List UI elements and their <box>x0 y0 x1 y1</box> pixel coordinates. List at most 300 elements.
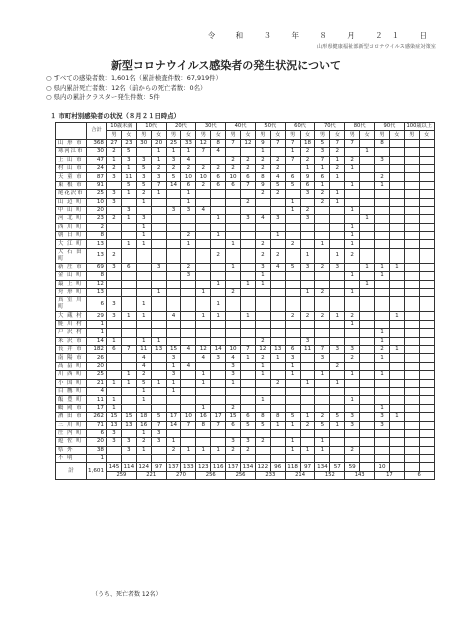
count-cell <box>300 240 315 248</box>
table-row <box>56 312 435 320</box>
count-cell: 6 <box>226 181 241 189</box>
count-cell <box>107 362 122 370</box>
count-cell: 5 <box>285 263 300 271</box>
count-cell: 1 <box>375 354 390 362</box>
count-cell <box>375 232 390 240</box>
count-cell <box>300 297 315 312</box>
count-cell <box>404 421 419 429</box>
count-cell <box>211 156 226 164</box>
count-cell <box>404 371 419 379</box>
count-cell <box>389 198 404 206</box>
count-cell <box>419 421 434 429</box>
count-cell <box>389 190 404 198</box>
count-cell <box>300 272 315 280</box>
count-cell <box>404 320 419 328</box>
count-cell <box>389 240 404 248</box>
age-subtotal-cell: 221 <box>136 472 166 480</box>
count-cell <box>211 438 226 446</box>
municipality-name: 鶴 岡 市 <box>56 404 87 412</box>
count-cell: 1 <box>181 446 196 454</box>
count-cell: 3 <box>121 446 136 454</box>
count-cell <box>419 329 434 337</box>
count-cell <box>285 248 300 263</box>
count-cell: 3 <box>107 312 122 320</box>
count-cell: 2 <box>345 156 360 164</box>
municipality-name: 新 庄 市 <box>56 263 87 271</box>
count-cell <box>211 329 226 337</box>
count-cell <box>166 190 181 198</box>
count-cell <box>419 337 434 345</box>
count-cell: 1 <box>196 446 211 454</box>
age-subtotal-cell: 256 <box>196 472 226 480</box>
count-cell: 1 <box>255 396 270 404</box>
count-cell <box>404 329 419 337</box>
municipality-name: 小 国 町 <box>56 379 87 387</box>
count-cell <box>315 232 330 240</box>
count-cell <box>404 280 419 288</box>
count-cell: 2 <box>315 263 330 271</box>
count-cell: 12 <box>255 345 270 353</box>
count-cell: 2 <box>226 404 241 412</box>
count-cell: 3 <box>107 297 122 312</box>
count-cell <box>360 387 375 395</box>
count-cell <box>404 173 419 181</box>
table-row <box>56 272 435 280</box>
count-cell: 1 <box>345 181 360 189</box>
count-cell: 2 <box>285 312 300 320</box>
count-cell <box>285 272 300 280</box>
count-cell <box>345 173 360 181</box>
count-cell: 14 <box>166 421 181 429</box>
count-cell: 6 <box>211 181 226 189</box>
count-cell: 2 <box>315 198 330 206</box>
count-cell <box>345 148 360 156</box>
total-label: 計 <box>56 463 87 480</box>
count-cell: 10 <box>196 173 211 181</box>
count-cell: 1 <box>285 362 300 370</box>
row-total: 6 <box>87 297 107 312</box>
count-cell <box>226 396 241 404</box>
header-sex-male: 男 <box>226 131 241 139</box>
count-cell <box>419 396 434 404</box>
count-cell <box>285 232 300 240</box>
count-cell: 1 <box>255 148 270 156</box>
count-cell <box>330 404 345 412</box>
count-cell: 7 <box>285 139 300 147</box>
count-cell: 1 <box>107 404 122 412</box>
table-row <box>56 263 435 271</box>
municipality-name: 上 山 市 <box>56 156 87 164</box>
count-cell <box>419 345 434 353</box>
count-cell <box>181 329 196 337</box>
count-cell: 3 <box>255 263 270 271</box>
count-cell <box>345 362 360 370</box>
count-cell <box>389 272 404 280</box>
municipality-name: 白 鷹 町 <box>56 387 87 395</box>
table-row <box>56 232 435 240</box>
count-cell <box>419 156 434 164</box>
count-cell <box>196 248 211 263</box>
count-cell: 7 <box>121 345 136 353</box>
count-cell <box>404 215 419 223</box>
count-cell: 3 <box>166 371 181 379</box>
count-cell: 25 <box>166 139 181 147</box>
count-cell <box>241 297 256 312</box>
count-cell: 2 <box>255 156 270 164</box>
count-cell <box>345 429 360 437</box>
count-cell <box>255 446 270 454</box>
count-cell <box>151 297 166 312</box>
municipality-name: 遊 佐 町 <box>56 438 87 446</box>
count-cell <box>226 429 241 437</box>
count-cell <box>270 387 285 395</box>
count-cell <box>241 248 256 263</box>
count-cell <box>211 337 226 345</box>
count-cell <box>389 446 404 454</box>
count-cell <box>285 455 300 463</box>
count-cell: 1 <box>166 148 181 156</box>
count-cell <box>315 429 330 437</box>
header-sex-male: 男 <box>375 131 390 139</box>
count-cell <box>389 438 404 446</box>
count-cell <box>121 297 136 312</box>
row-total: 69 <box>87 263 107 271</box>
count-cell <box>241 362 256 370</box>
total-cell: 137 <box>166 463 181 472</box>
count-cell <box>226 206 241 214</box>
row-total: 368 <box>87 139 107 147</box>
count-cell <box>255 379 270 387</box>
count-cell <box>211 240 226 248</box>
count-cell <box>419 190 434 198</box>
count-cell: 6 <box>241 173 256 181</box>
count-cell <box>285 329 300 337</box>
header-total: 合計 <box>87 123 107 140</box>
header-sex-female: 女 <box>181 131 196 139</box>
row-total: 182 <box>87 345 107 353</box>
count-cell <box>360 455 375 463</box>
count-cell: 8 <box>375 139 390 147</box>
count-cell <box>226 329 241 337</box>
count-cell <box>330 438 345 446</box>
count-cell: 1 <box>375 371 390 379</box>
count-cell <box>404 139 419 147</box>
count-cell: 12 <box>241 139 256 147</box>
municipality-name: 不 明 <box>56 455 87 463</box>
count-cell <box>151 329 166 337</box>
count-cell: 2 <box>300 421 315 429</box>
count-cell: 8 <box>255 173 270 181</box>
table-row <box>56 455 435 463</box>
count-cell <box>360 297 375 312</box>
count-cell <box>226 148 241 156</box>
age-subtotal-cell: 214 <box>285 472 315 480</box>
count-cell <box>404 387 419 395</box>
count-cell <box>151 396 166 404</box>
count-cell: 6 <box>285 173 300 181</box>
count-cell: 2 <box>270 379 285 387</box>
count-cell <box>419 223 434 231</box>
count-cell: 1 <box>166 438 181 446</box>
count-cell: 1 <box>345 206 360 214</box>
count-cell: 3 <box>107 429 122 437</box>
summary <box>46 74 222 103</box>
count-cell <box>389 206 404 214</box>
municipality-name: 長 井 市 <box>56 345 87 353</box>
count-cell <box>196 396 211 404</box>
count-cell <box>107 223 122 231</box>
count-cell: 3 <box>151 263 166 271</box>
count-cell <box>270 337 285 345</box>
count-cell: 16 <box>136 421 151 429</box>
table-row <box>56 329 435 337</box>
count-cell <box>151 272 166 280</box>
municipality-name: 天 童 市 <box>56 173 87 181</box>
count-cell: 30 <box>136 139 151 147</box>
table-row <box>56 446 435 454</box>
count-cell: 1 <box>151 156 166 164</box>
count-cell: 2 <box>211 248 226 263</box>
count-cell: 2 <box>211 164 226 172</box>
header-sex-female: 女 <box>360 131 375 139</box>
count-cell <box>255 297 270 312</box>
count-cell <box>360 345 375 353</box>
count-cell <box>315 362 330 370</box>
count-cell: 2 <box>107 164 122 172</box>
count-cell: 4 <box>181 345 196 353</box>
count-cell <box>360 139 375 147</box>
count-cell: 3 <box>121 156 136 164</box>
count-cell <box>270 362 285 370</box>
count-cell: 3 <box>226 362 241 370</box>
count-cell: 7 <box>226 139 241 147</box>
count-cell <box>196 429 211 437</box>
count-cell: 7 <box>270 139 285 147</box>
count-cell <box>330 446 345 454</box>
count-cell <box>315 379 330 387</box>
table-row <box>56 190 435 198</box>
count-cell <box>360 429 375 437</box>
count-cell <box>241 148 256 156</box>
grand-total: 1,601 <box>87 463 107 480</box>
count-cell <box>404 156 419 164</box>
count-cell <box>136 248 151 263</box>
count-cell <box>121 362 136 370</box>
count-cell: 1 <box>121 312 136 320</box>
count-cell: 1 <box>166 387 181 395</box>
count-cell <box>166 404 181 412</box>
count-cell <box>241 387 256 395</box>
count-cell: 2 <box>241 446 256 454</box>
count-cell <box>166 198 181 206</box>
count-cell <box>330 280 345 288</box>
count-cell: 2 <box>241 164 256 172</box>
count-cell: 2 <box>345 354 360 362</box>
count-cell <box>151 215 166 223</box>
count-cell <box>389 337 404 345</box>
count-cell <box>166 240 181 248</box>
count-cell <box>419 215 434 223</box>
total-cell: 133 <box>181 463 196 472</box>
count-cell <box>345 455 360 463</box>
row-total: 47 <box>87 156 107 164</box>
count-cell: 1 <box>389 263 404 271</box>
count-cell <box>181 438 196 446</box>
count-cell <box>181 387 196 395</box>
count-cell <box>255 289 270 297</box>
count-cell <box>360 354 375 362</box>
count-cell <box>211 206 226 214</box>
count-cell: 11 <box>136 345 151 353</box>
count-cell <box>270 320 285 328</box>
count-cell: 1 <box>255 371 270 379</box>
total-cell: 97 <box>151 463 166 472</box>
count-cell <box>107 206 122 214</box>
count-cell <box>360 404 375 412</box>
count-cell <box>419 232 434 240</box>
count-cell <box>107 232 122 240</box>
count-cell <box>181 337 196 345</box>
count-cell <box>136 455 151 463</box>
count-cell <box>360 206 375 214</box>
count-cell: 15 <box>166 345 181 353</box>
count-cell: 2 <box>136 190 151 198</box>
count-cell: 1 <box>315 446 330 454</box>
count-cell <box>226 297 241 312</box>
document-title: 新型コロナウイルス感染者の発生状況について <box>110 59 342 72</box>
count-cell: 4 <box>196 354 211 362</box>
count-cell: 2 <box>300 148 315 156</box>
count-cell <box>151 371 166 379</box>
count-cell: 6 <box>211 173 226 181</box>
count-cell <box>389 396 404 404</box>
age-subtotal-cell: 270 <box>166 472 196 480</box>
count-cell <box>196 280 211 288</box>
count-cell <box>255 198 270 206</box>
count-cell <box>375 223 390 231</box>
count-cell: 1 <box>136 232 151 240</box>
count-cell: 4 <box>255 215 270 223</box>
count-cell <box>166 272 181 280</box>
count-cell <box>389 173 404 181</box>
count-cell <box>404 455 419 463</box>
count-cell <box>121 396 136 404</box>
count-cell: 6 <box>300 181 315 189</box>
municipality-name: 中 山 町 <box>56 206 87 214</box>
count-cell <box>345 404 360 412</box>
count-cell <box>166 280 181 288</box>
count-cell <box>255 404 270 412</box>
count-cell: 10 <box>181 413 196 421</box>
count-cell <box>404 164 419 172</box>
count-cell <box>211 387 226 395</box>
count-cell: 5 <box>151 413 166 421</box>
count-cell: 20 <box>151 139 166 147</box>
total-cell <box>419 463 434 472</box>
count-cell <box>196 320 211 328</box>
count-cell <box>211 272 226 280</box>
count-cell <box>345 198 360 206</box>
count-cell <box>300 455 315 463</box>
total-cell <box>404 463 419 472</box>
count-cell <box>300 232 315 240</box>
count-cell: 3 <box>136 215 151 223</box>
count-cell <box>404 396 419 404</box>
municipality-name: 西 川 町 <box>56 223 87 231</box>
count-cell: 11 <box>300 345 315 353</box>
count-cell <box>419 240 434 248</box>
count-cell <box>211 455 226 463</box>
count-cell <box>389 362 404 370</box>
count-cell: 3 <box>107 263 122 271</box>
count-cell <box>330 297 345 312</box>
municipality-name: 三 川 町 <box>56 421 87 429</box>
count-cell <box>345 379 360 387</box>
count-cell <box>375 387 390 395</box>
count-cell <box>360 198 375 206</box>
count-cell <box>196 232 211 240</box>
count-cell <box>300 438 315 446</box>
count-cell <box>121 232 136 240</box>
municipality-name: 南 陽 市 <box>56 354 87 362</box>
count-cell <box>241 272 256 280</box>
count-cell <box>389 387 404 395</box>
count-cell: 1 <box>151 379 166 387</box>
count-cell <box>151 198 166 206</box>
count-cell <box>360 156 375 164</box>
count-cell: 3 <box>121 206 136 214</box>
count-cell: 3 <box>121 438 136 446</box>
header-age-group: 70代 <box>315 123 345 131</box>
count-cell: 2 <box>345 248 360 263</box>
count-cell <box>360 413 375 421</box>
count-cell <box>419 387 434 395</box>
count-cell: 1 <box>211 215 226 223</box>
total-cell <box>360 463 375 472</box>
count-cell <box>241 396 256 404</box>
count-cell <box>226 198 241 206</box>
count-cell: 1 <box>181 148 196 156</box>
table-row <box>56 320 435 328</box>
count-cell <box>181 223 196 231</box>
count-cell <box>404 404 419 412</box>
count-cell: 1 <box>107 156 122 164</box>
count-cell <box>121 404 136 412</box>
table-row <box>56 240 435 248</box>
count-cell: 2 <box>285 240 300 248</box>
count-cell <box>404 181 419 189</box>
count-cell <box>330 354 345 362</box>
count-cell: 1 <box>151 148 166 156</box>
count-cell <box>181 396 196 404</box>
count-cell <box>255 320 270 328</box>
count-cell <box>389 223 404 231</box>
count-cell <box>360 438 375 446</box>
count-cell: 9 <box>255 181 270 189</box>
count-cell: 3 <box>330 263 345 271</box>
count-cell <box>404 263 419 271</box>
count-cell <box>241 263 256 271</box>
count-cell <box>196 297 211 312</box>
count-cell: 1 <box>345 232 360 240</box>
count-cell <box>375 446 390 454</box>
count-cell <box>330 206 345 214</box>
age-subtotal-cell: 256 <box>226 472 256 480</box>
count-cell: 15 <box>226 413 241 421</box>
header-sex-male: 男 <box>255 131 270 139</box>
count-cell <box>360 190 375 198</box>
count-cell: 2 <box>315 190 330 198</box>
